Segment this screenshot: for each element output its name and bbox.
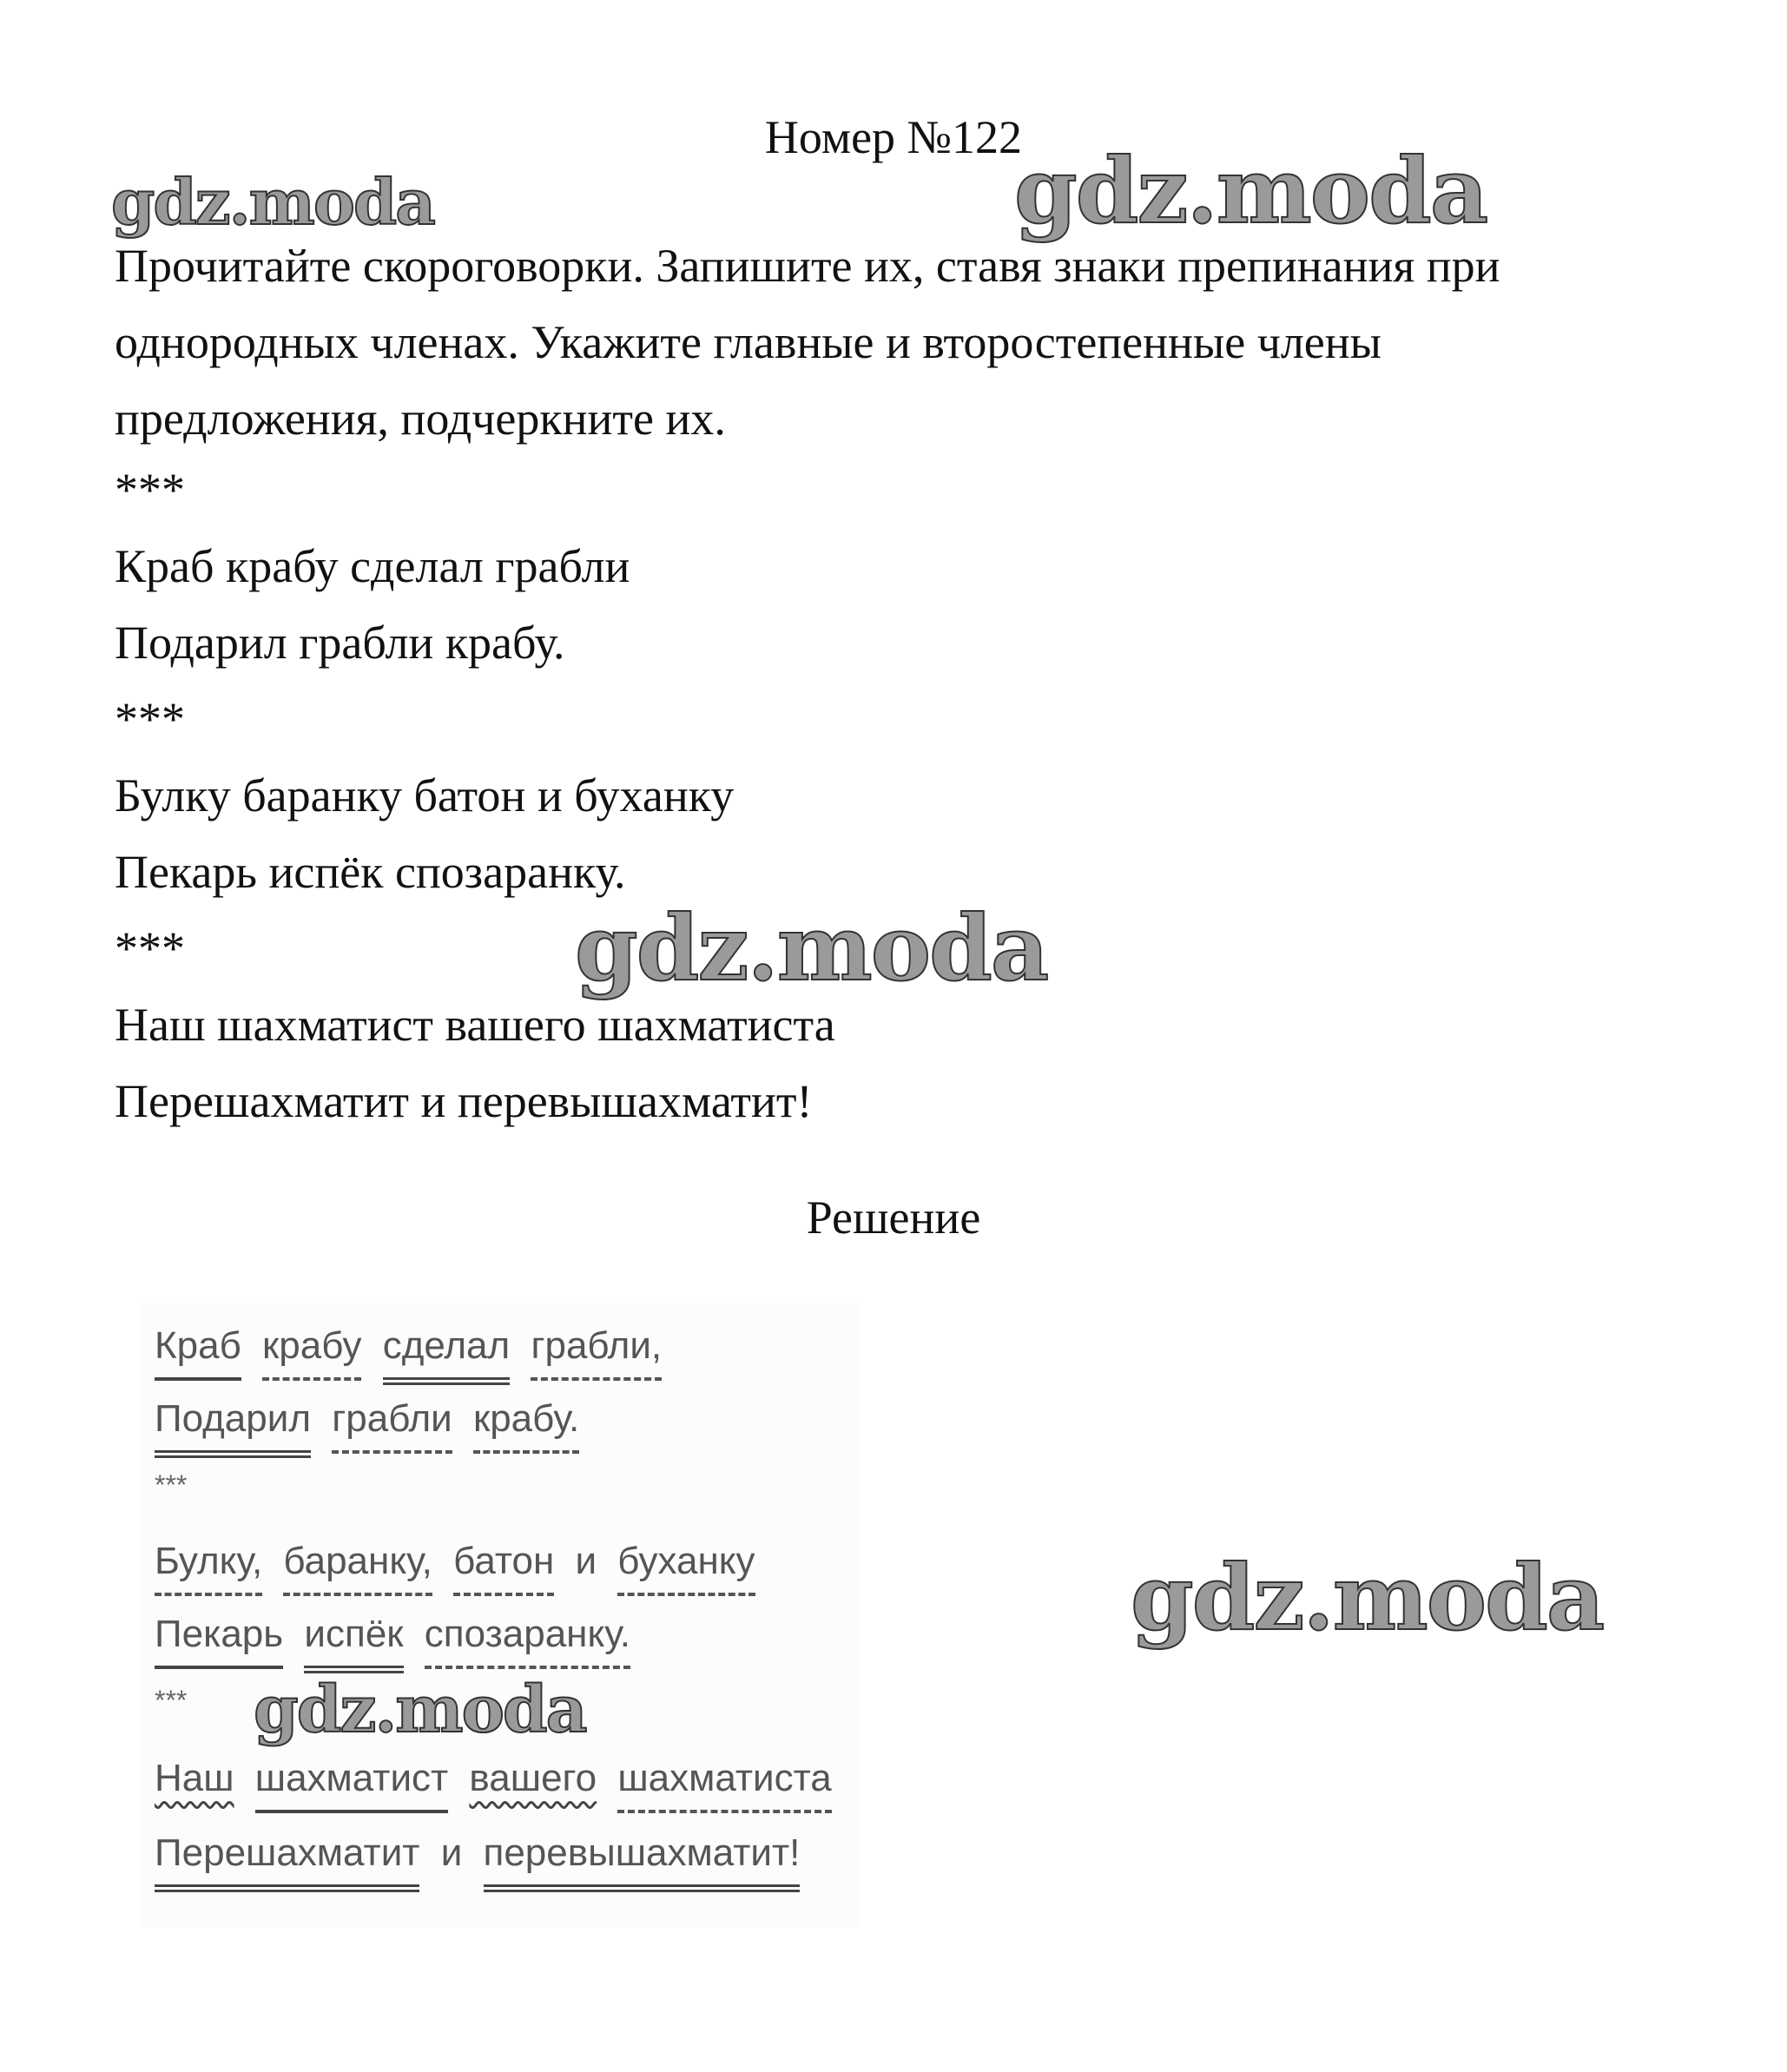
task-line: предложения, подчеркните их. [115,393,726,445]
watermark: gdz.moda [254,1673,586,1747]
solution-line [155,1535,755,1587]
solution-image [141,1303,861,1928]
object-word: крабу [262,1320,361,1381]
poem-line: Подарил грабли крабу. [115,617,565,669]
poem-line: Пекарь испёк спозаранку. [115,846,626,898]
watermark: gdz.moda [1131,1544,1604,1651]
subject-word: шахматист [255,1752,448,1813]
object-word: буханку [617,1535,755,1596]
page-title: Номер №122 [764,111,1023,163]
solution-line [155,1393,579,1445]
solution-line [155,1752,832,1805]
object-word: грабли [332,1393,452,1454]
attribute-word: Наш [155,1757,234,1799]
poem-line: Краб крабу сделал грабли [115,540,630,592]
predicate-word: испёк [304,1608,403,1673]
subject-word: Краб [155,1320,241,1381]
predicate-word: Перешахматит [155,1827,419,1892]
watermark: gdz.moda [111,165,434,239]
poem-line: Перешахматит и перевышахматит! [115,1075,813,1127]
poem-separator: *** [115,464,185,516]
adverbial-word: спозаранку. [425,1608,630,1669]
poem-separator: *** [115,693,185,745]
solution-line [155,1827,800,1879]
task-text [115,228,1704,457]
solution-separator: *** [155,1685,188,1716]
object-word: Булку, [155,1535,262,1596]
task-line: однородных членах. Укажите главные и второстепенные члены [115,316,1381,368]
solution-title: Решение [806,1191,981,1244]
subject-word: Пекарь [155,1608,283,1669]
solution-line [155,1320,662,1372]
object-word: шахматиста [617,1752,831,1813]
predicate-word: сделал [383,1320,511,1385]
poem-line: Булку баранку батон и буханку [115,769,735,822]
conjunction-word: и [440,1831,463,1874]
solution-line [155,1608,630,1660]
object-word: крабу. [473,1393,579,1454]
poem-separator: *** [115,922,185,974]
watermark: gdz.moda [1014,137,1487,244]
tongue-twisters [115,452,835,1139]
attribute-word: вашего [469,1757,597,1799]
solution-separator: *** [155,1469,188,1501]
watermark: gdz.moda [575,894,1048,1001]
object-word: грабли, [531,1320,662,1381]
predicate-word: перевышахматит! [484,1827,801,1892]
task-line: Прочитайте скороговорки. Запишите их, ставя знаки препинания при [115,240,1500,292]
poem-line: Наш шахматист вашего шахматиста [115,999,835,1051]
predicate-word: Подарил [155,1393,311,1458]
conjunction-word: и [575,1540,597,1582]
object-word: батон [453,1535,554,1596]
object-word: баранку, [283,1535,432,1596]
